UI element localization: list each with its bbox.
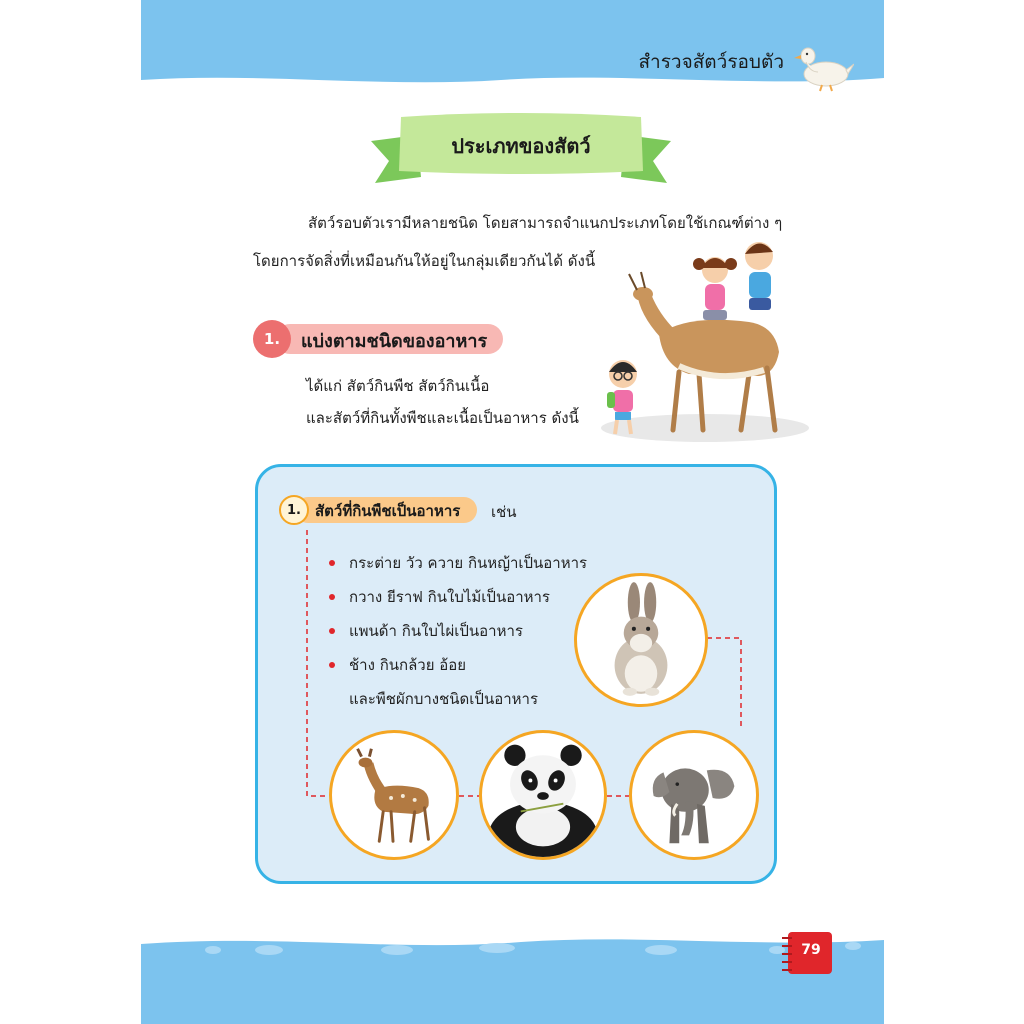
rabbit-photo <box>574 573 708 707</box>
banner-title: ประเภทของสัตว์ <box>451 134 591 158</box>
deer-icon <box>332 733 456 857</box>
bullet-icon <box>329 662 335 668</box>
section-desc-line-1: ได้แก่ สัตว์กินพืช สัตว์กินเนื้อ <box>306 377 490 395</box>
list-item <box>329 580 609 614</box>
page-number: 79 <box>801 942 821 958</box>
list-item <box>329 614 609 648</box>
subsection-number: 1. <box>279 495 309 525</box>
section-number: 1. <box>253 320 291 358</box>
bullet-icon <box>329 628 335 634</box>
book-page <box>141 0 884 1024</box>
section-title: แบ่งตามชนิดของอาหาร <box>301 331 488 352</box>
section-desc-line-2: และสัตว์ที่กินทั้งพืชและเนื้อเป็นอาหาร ดังนี้ <box>306 409 579 427</box>
list-item-text: กระต่าย วัว ควาย กินหญ้าเป็นอาหาร <box>349 554 588 572</box>
bullet-icon <box>329 594 335 600</box>
chapter-title: สำรวจสัตว์รอบตัว <box>638 51 784 73</box>
duck-icon <box>794 38 854 92</box>
bottom-water-band <box>141 934 884 1024</box>
elephant-photo <box>629 730 759 860</box>
panda-photo <box>479 730 607 860</box>
deer-photo <box>329 730 459 860</box>
subsection-suffix: เช่น <box>491 503 517 521</box>
intro-line-1: สัตว์รอบตัวเรามีหลายชนิด โดยสามารถจำแนกประเภทโดยใช้เกณฑ์ต่าง ๆ <box>308 214 783 232</box>
list-item-text: แพนด้า กินใบไผ่เป็นอาหาร <box>349 622 523 640</box>
panda-icon <box>482 733 604 857</box>
subsection-title: สัตว์ที่กินพืชเป็นอาหาร <box>315 502 461 520</box>
intro-line-2: โดยการจัดสิ่งที่เหมือนกันให้อยู่ในกลุ่มเดียวกันได้ ดังนี้ <box>253 252 596 270</box>
list-item-continuation: และพืชผักบางชนิดเป็นอาหาร <box>349 690 539 708</box>
list-item-text: ช้าง กินกล้วย อ้อย <box>349 656 467 674</box>
rabbit-icon <box>577 576 705 704</box>
list-item <box>329 546 609 580</box>
herbivore-list <box>329 546 609 716</box>
section-description <box>306 370 626 434</box>
kids-on-deer-illustration <box>599 234 811 444</box>
bullet-icon <box>329 560 335 566</box>
elephant-icon <box>632 733 756 857</box>
list-item-text: กวาง ยีราฟ กินใบไม้เป็นอาหาร <box>349 588 550 606</box>
list-item <box>329 648 609 682</box>
